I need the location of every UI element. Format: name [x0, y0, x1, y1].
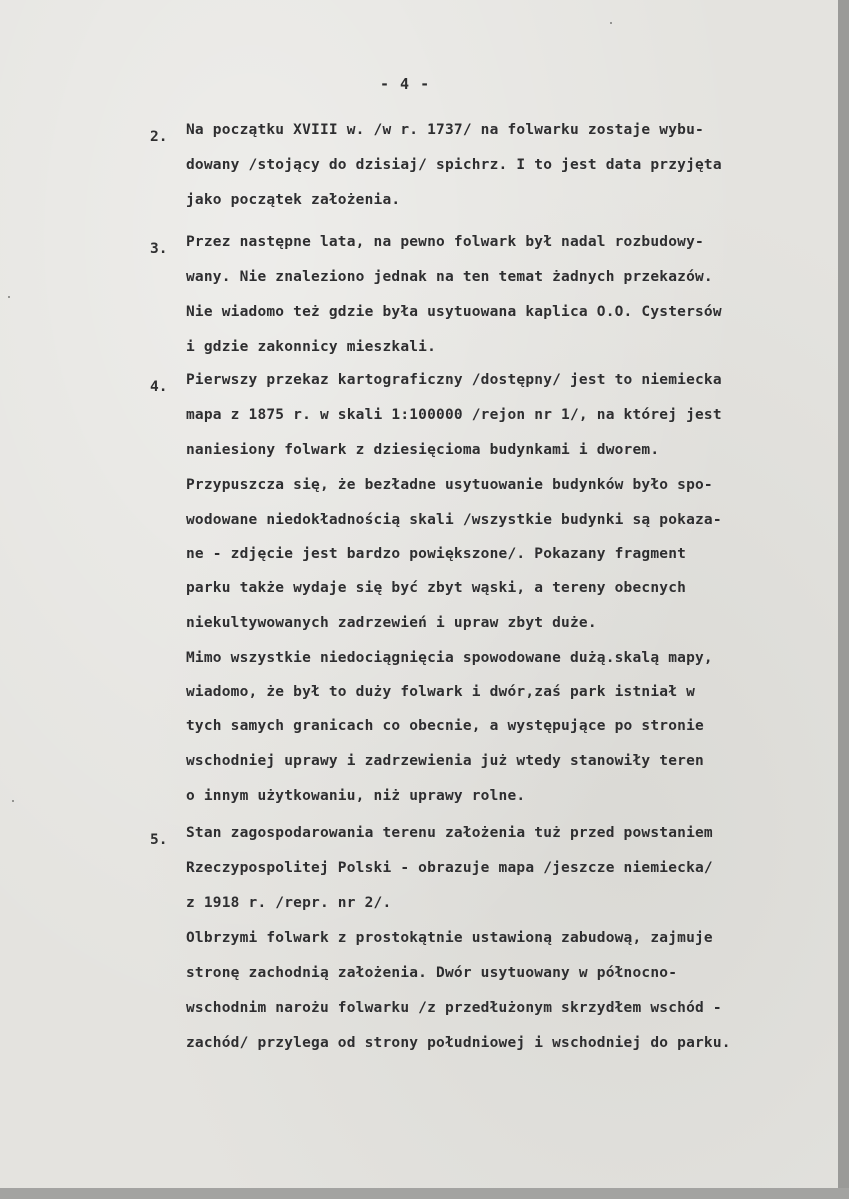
text-line: Olbrzymi folwark z prostokątnie ustawioną zabudową, zajmuje [186, 930, 713, 946]
text-line: tych samych granicach co obecnie, a występujące po stronie [186, 718, 704, 734]
text-line: mapa z 1875 r. w skali 1:100000 /rejon nr 1/, na której jest [186, 407, 722, 423]
text-line: zachód/ przylega od strony południowej i wschodniej do parku. [186, 1035, 731, 1051]
text-line: niekultywowanych zadrzewień i upraw zbyt duże. [186, 615, 597, 631]
text-line: stronę zachodnią założenia. Dwór usytuowany w północno- [186, 965, 678, 981]
text-line: i gdzie zakonnicy mieszkali. [186, 339, 437, 355]
text-line: Rzeczypospolitej Polski - obrazuje mapa /jeszcze niemiecka/ [186, 860, 713, 876]
text-line: Pierwszy przekaz kartograficzny /dostępny/ jest to niemiecka [186, 372, 722, 388]
paragraph-number: 2. [150, 129, 168, 145]
text-line: parku także wydaje się być zbyt wąski, a tereny obecnych [186, 580, 687, 596]
paragraph-number: 4. [150, 379, 168, 395]
text-line: o innym użytkowaniu, niż uprawy rolne. [186, 788, 526, 804]
text-line: jako początek założenia. [186, 192, 401, 208]
text-line: wany. Nie znaleziono jednak na ten temat żadnych przekazów. [186, 269, 713, 285]
text-line: wodowane niedokładnością skali /wszystkie budynki są pokaza- [186, 512, 722, 528]
text-line: Na początku XVIII w. /w r. 1737/ na folwarku zostaje wybu- [186, 122, 704, 138]
page-number: - 4 - [380, 75, 431, 93]
text-line: wschodnim narożu folwarku /z przedłużonym skrzydłem wschód - [186, 1000, 722, 1016]
text-line: Przez następne lata, na pewno folwark był nadal rozbudowy- [186, 234, 704, 250]
text-line: naniesiony folwark z dziesięcioma budynkami i dworem. [186, 442, 660, 458]
paragraph-number: 3. [150, 241, 168, 257]
text-line: ne - zdjęcie jest bardzo powiększone/. Pokazany fragment [186, 546, 687, 562]
text-line: wschodniej uprawy i zadrzewienia już wtedy stanowiły teren [186, 753, 704, 769]
text-line: z 1918 r. /repr. nr 2/. [186, 895, 392, 911]
text-line: dowany /stojący do dzisiaj/ spichrz. I to jest data przyjęta [186, 157, 722, 173]
paragraph-number: 5. [150, 832, 168, 848]
text-line: Nie wiadomo też gdzie była usytuowana kaplica O.O. Cystersów [186, 304, 722, 320]
scan-border-right [838, 0, 849, 1199]
paper-speck [610, 22, 612, 24]
paper-speck [8, 296, 10, 298]
text-line: wiadomo, że był to duży folwark i dwór,zaś park istniał w [186, 684, 695, 700]
text-line: Przypuszcza się, że bezładne usytuowanie budynków było spo- [186, 477, 713, 493]
paper-speck [12, 800, 14, 802]
scan-border-bottom [0, 1188, 849, 1199]
text-line: Stan zagospodarowania terenu założenia tuż przed powstaniem [186, 825, 713, 841]
text-line: Mimo wszystkie niedociągnięcia spowodowane dużą.skalą mapy, [186, 650, 713, 666]
